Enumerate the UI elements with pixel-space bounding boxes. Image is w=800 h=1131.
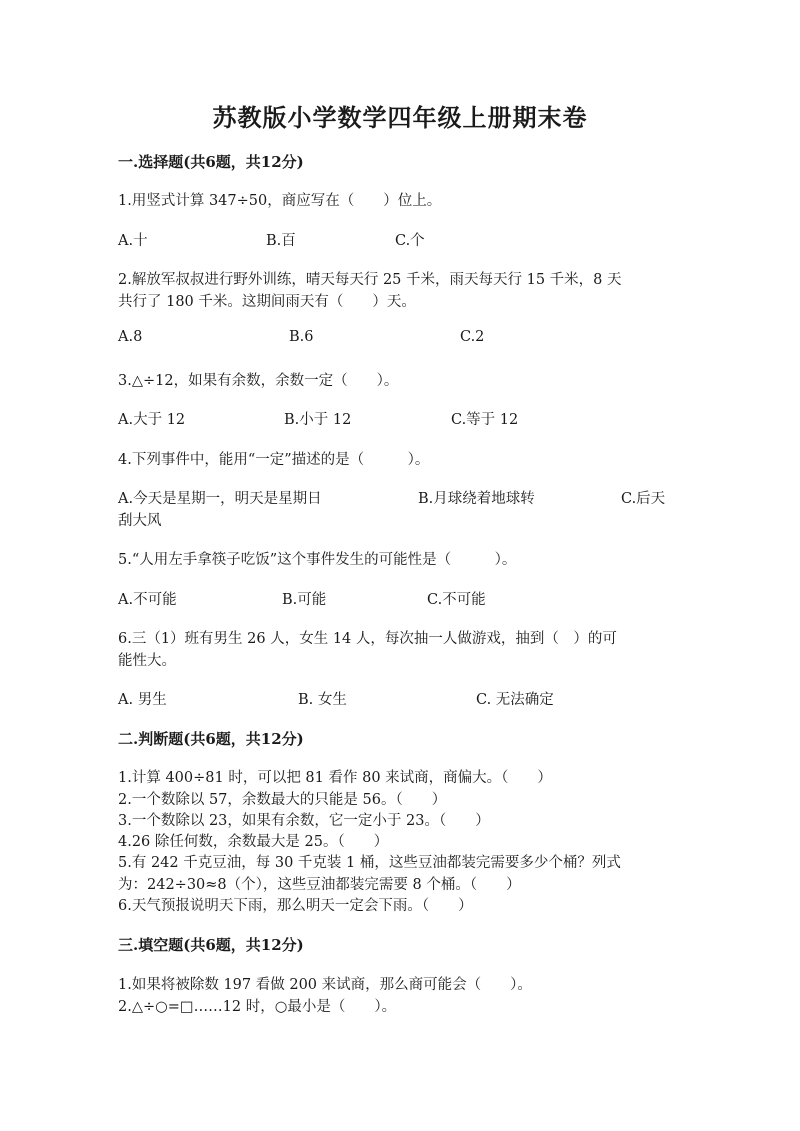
question-4-text: 4.下列事件中，能用“一定”描述的是（ ）。 (118, 452, 430, 468)
judgement-item-5-line-2: 为：242÷30≈8（个），这些豆油都装完需要 8 个桶。（ ） (118, 877, 521, 893)
judgement-item-1: 1.计算 400÷81 时，可以把 81 看作 80 来试商，商偏大。（ ） (118, 770, 552, 786)
question-4-option-a: A.今天是星期一，明天是星期日 (118, 491, 322, 507)
question-3-option-c: C.等于 12 (451, 412, 519, 428)
question-3-option-a: A.大于 12 (118, 412, 186, 428)
question-6-option-c: C. 无法确定 (476, 692, 554, 708)
judgement-item-3: 3.一个数除以 23，如果有余数，它一定小于 23。（ ） (118, 813, 490, 829)
question-2-line-2: 共行了 180 千米。这期间雨天有（ ）天。 (118, 294, 416, 310)
question-5-option-a: A.不可能 (118, 592, 177, 608)
fill-blank-item-2: 2.△÷○=□……12 时，○最小是（ ）。 (118, 999, 397, 1015)
question-5-text: 5.“人用左手拿筷子吃饭”这个事件发生的可能性是（ ）。 (118, 552, 517, 568)
page-title: 苏教版小学数学四年级上册期末卷 (212, 103, 588, 132)
question-4-option-c: C.后天 (621, 491, 666, 507)
question-1-option-b: B.百 (266, 233, 296, 249)
question-6-line-2: 能性大。 (118, 653, 176, 669)
question-1-option-c: C.个 (395, 233, 425, 249)
question-2-option-b: B.6 (289, 329, 314, 345)
question-6-option-a: A. 男生 (118, 692, 167, 708)
section-heading-fill-blank: 三.填空题(共6题，共12分) (118, 936, 304, 954)
question-5-option-c: C.不可能 (427, 592, 486, 608)
judgement-item-4: 4.26 除任何数，余数最大是 25。（ ） (118, 834, 389, 850)
judgement-item-6: 6.天气预报说明天下雨，那么明天一定会下雨。（ ） (118, 898, 473, 914)
section-heading-choice: 一.选择题(共6题，共12分) (118, 153, 304, 171)
question-2-line-1: 2.解放军叔叔进行野外训练，晴天每天行 25 千米，雨天每天行 15 千米，8 天 (118, 272, 622, 288)
question-4-option-c-continued: 刮大风 (118, 513, 162, 529)
judgement-item-2: 2.一个数除以 57，余数最大的只能是 56。（ ） (118, 792, 447, 808)
question-6-line-1: 6.三（1）班有男生 26 人，女生 14 人，每次抽一人做游戏，抽到（ ）的可 (118, 631, 617, 647)
judgement-item-5-line-1: 5.有 242 千克豆油，每 30 千克装 1 桶，这些豆油都装完需要多少个桶？列式 (118, 855, 621, 871)
question-1-option-a: A.十 (118, 233, 148, 249)
question-3-option-b: B.小于 12 (284, 412, 352, 428)
question-2-option-a: A.8 (118, 329, 143, 345)
question-6-option-b: B. 女生 (298, 692, 347, 708)
question-3-text: 3.△÷12，如果有余数，余数一定（ ）。 (118, 373, 399, 389)
section-heading-judgement: 二.判断题(共6题，共12分) (118, 730, 304, 748)
question-4-option-b: B.月球绕着地球转 (418, 491, 535, 507)
fill-blank-item-1: 1.如果将被除数 197 看做 200 来试商，那么商可能会（ ）。 (118, 977, 532, 993)
question-1-text: 1.用竖式计算 347÷50，商应写在（ ）位上。 (118, 193, 442, 209)
question-5-option-b: B.可能 (282, 592, 327, 608)
question-2-option-c: C.2 (460, 329, 485, 345)
